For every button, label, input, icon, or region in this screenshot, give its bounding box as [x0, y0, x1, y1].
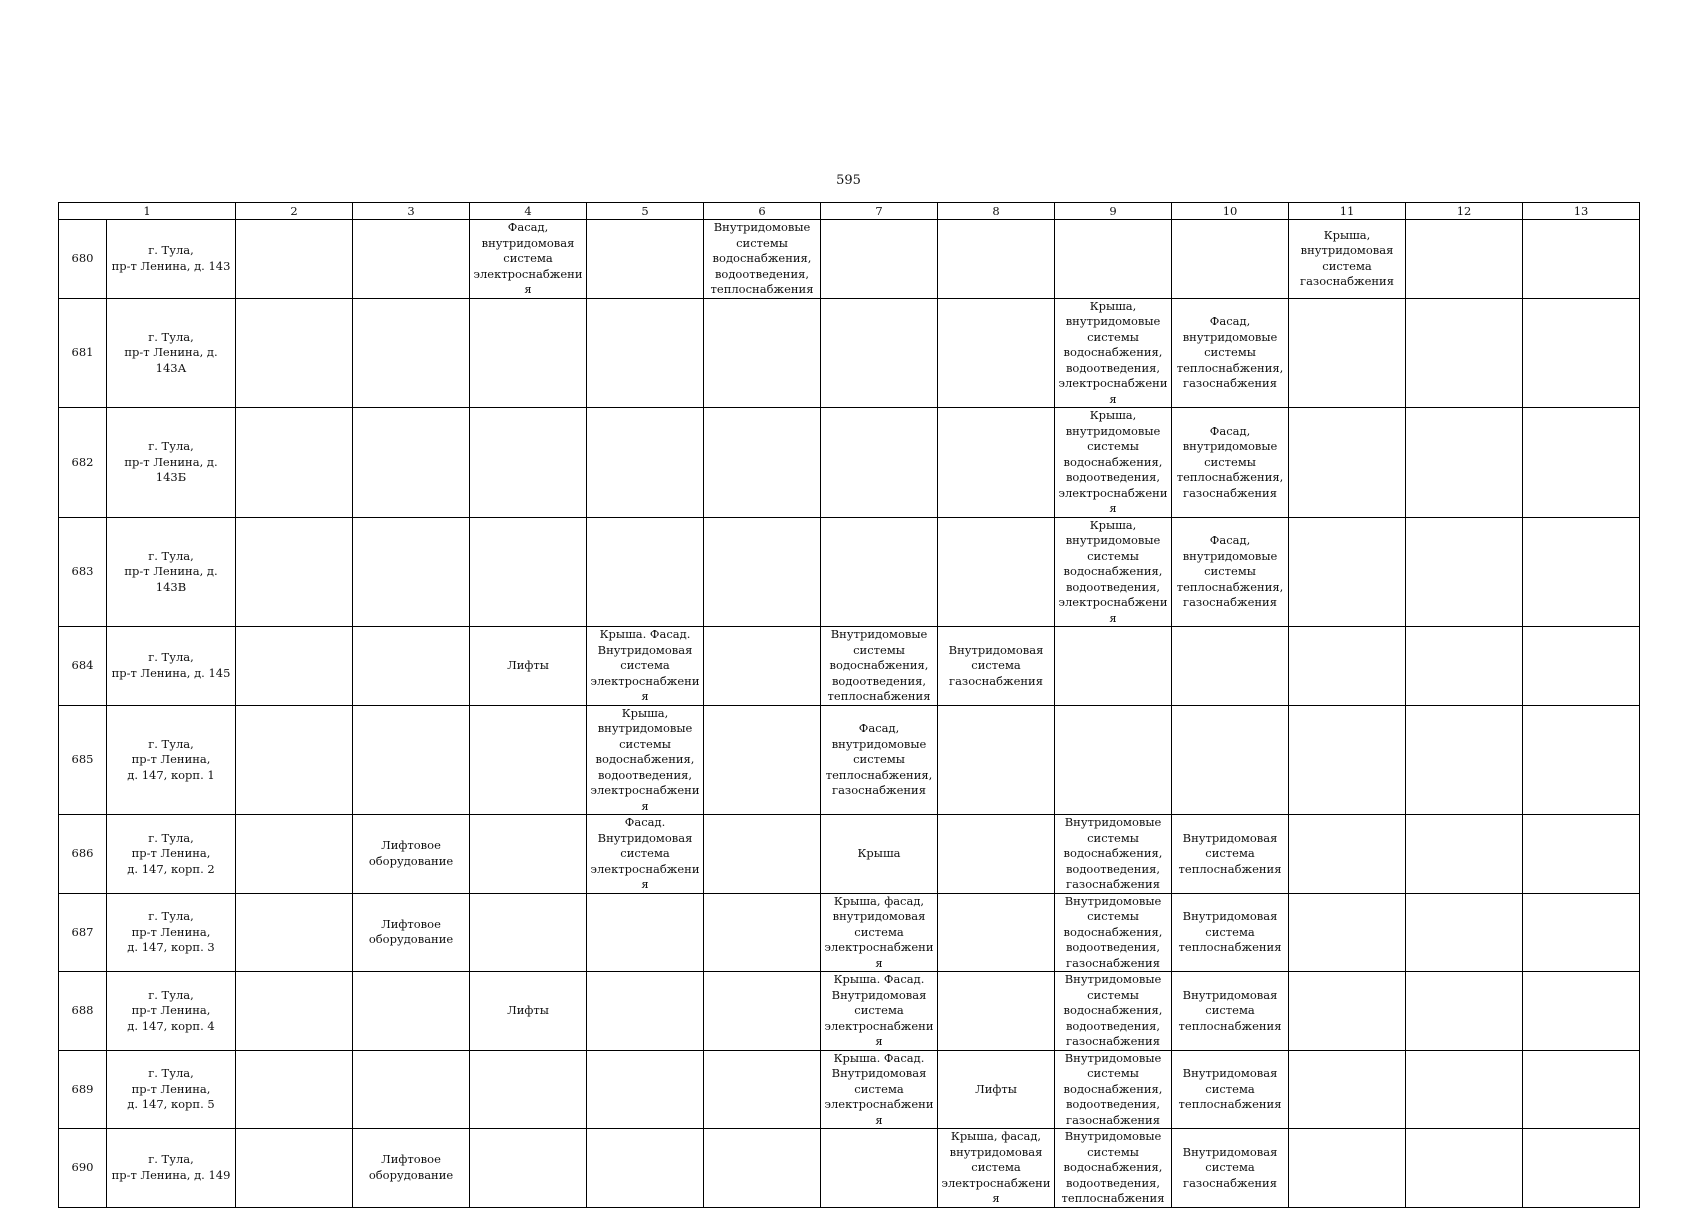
table-body	[59, 220, 1640, 1208]
work-cell-col-6	[704, 517, 821, 627]
work-text: Лифтовое оборудование	[368, 1152, 454, 1182]
work-text: Внутридомовые системы водоснабжения, водоотведения, теплоснабжения	[827, 627, 931, 703]
work-cell-col-9	[1055, 627, 1172, 706]
work-cell-col-8	[938, 408, 1055, 518]
work-cell-col-5	[587, 517, 704, 627]
work-cell-col-5	[587, 1050, 704, 1129]
work-text: Внутридомовые системы водоснабжения, водоотведения, газоснабжения	[1063, 1050, 1163, 1127]
address-text: г. Тула, пр-т Ленина, д. 147, корп. 5	[127, 1066, 215, 1111]
work-cell-col-12	[1406, 627, 1523, 706]
address-text: г. Тула, пр-т Ленина, д. 143В	[124, 548, 218, 594]
work-cell-col-7	[821, 517, 938, 627]
work-cell-col-3	[353, 1129, 470, 1208]
work-cell-col-11	[1289, 972, 1406, 1051]
work-cell-col-6	[704, 893, 821, 972]
work-cell-col-6	[704, 298, 821, 408]
work-cell-col-5	[587, 408, 704, 518]
work-cell-col-4	[470, 220, 587, 299]
work-cell-col-10	[1172, 408, 1289, 518]
column-header: 6	[704, 203, 821, 220]
work-cell-col-3	[353, 815, 470, 894]
table-row	[59, 893, 1640, 972]
work-cell-col-10	[1172, 220, 1289, 299]
column-header: 2	[236, 203, 353, 220]
work-text: Внутридомовые системы водоснабжения, водоотведения, газоснабжения	[1063, 972, 1163, 1048]
work-cell-col-12	[1406, 815, 1523, 894]
work-cell-col-7	[821, 1050, 938, 1129]
work-cell-col-11	[1289, 627, 1406, 706]
table-row	[59, 220, 1640, 299]
row-number: 690	[59, 1129, 107, 1208]
work-cell-col-9	[1055, 298, 1172, 408]
work-cell-col-8	[938, 1129, 1055, 1208]
work-cell-col-3	[353, 298, 470, 408]
column-header: 11	[1289, 203, 1406, 220]
work-text: Фасад, внутридомовая система электроснабжения	[473, 220, 583, 296]
work-text: Крыша, внутридомовые системы водоснабжения, водоотведения, электроснабжения	[1058, 517, 1168, 625]
address-text: г. Тула, пр-т Ленина, д. 143	[111, 243, 231, 273]
column-header: 13	[1523, 203, 1640, 220]
work-cell-col-4	[470, 517, 587, 627]
row-number: 686	[59, 815, 107, 894]
work-cell-col-8	[938, 893, 1055, 972]
work-text: Фасад. Внутридомовая система электроснабжения	[590, 815, 700, 891]
page-number: 595	[836, 173, 861, 188]
work-cell-col-5	[587, 705, 704, 815]
work-cell-col-7	[821, 972, 938, 1051]
work-cell-col-3	[353, 972, 470, 1051]
work-cell-col-2	[236, 627, 353, 706]
work-cell-col-10	[1172, 705, 1289, 815]
address-cell	[107, 815, 236, 894]
work-cell-col-11	[1289, 705, 1406, 815]
work-cell-col-12	[1406, 705, 1523, 815]
work-cell-col-6	[704, 972, 821, 1051]
work-text: Фасад, внутридомовые системы теплоснабжения, газоснабжения	[1176, 533, 1284, 609]
work-cell-col-13	[1523, 298, 1640, 408]
column-header: 10	[1172, 203, 1289, 220]
row-number: 683	[59, 517, 107, 627]
work-cell-col-3	[353, 408, 470, 518]
table-row	[59, 815, 1640, 894]
work-cell-col-11	[1289, 220, 1406, 299]
work-cell-col-2	[236, 972, 353, 1051]
work-cell-col-8	[938, 517, 1055, 627]
work-text: Фасад, внутридомовые системы теплоснабжения, газоснабжения	[1176, 314, 1284, 390]
work-text: Крыша, фасад, внутридомовая система электроснабжения	[824, 893, 934, 970]
address-text: г. Тула, пр-т Ленина, д. 149	[111, 1152, 231, 1182]
row-number: 681	[59, 298, 107, 408]
work-cell-col-2	[236, 893, 353, 972]
address-cell	[107, 705, 236, 815]
header-row	[59, 203, 1640, 220]
work-text: Крыша, фасад, внутридомовая система электроснабжения	[941, 1129, 1051, 1205]
work-cell-col-9	[1055, 815, 1172, 894]
work-text: Крыша	[857, 846, 901, 860]
work-text: Крыша. Фасад. Внутридомовая система электроснабжения	[824, 1050, 934, 1127]
work-cell-col-12	[1406, 893, 1523, 972]
work-cell-col-4	[470, 1050, 587, 1129]
work-cell-col-12	[1406, 298, 1523, 408]
address-text: г. Тула, пр-т Ленина, д. 143Б	[124, 439, 218, 484]
work-cell-col-9	[1055, 972, 1172, 1051]
work-cell-col-13	[1523, 517, 1640, 627]
work-cell-col-9	[1055, 1050, 1172, 1129]
work-cell-col-12	[1406, 1129, 1523, 1208]
work-cell-col-12	[1406, 1050, 1523, 1129]
address-text: г. Тула, пр-т Ленина, д. 145	[111, 650, 231, 680]
work-text: Внутридомовая система газоснабжения	[948, 642, 1044, 688]
work-cell-col-13	[1523, 705, 1640, 815]
work-cell-col-9	[1055, 408, 1172, 518]
column-header: 5	[587, 203, 704, 220]
work-cell-col-3	[353, 705, 470, 815]
work-cell-col-6	[704, 408, 821, 518]
work-cell-col-4	[470, 893, 587, 972]
work-cell-col-2	[236, 298, 353, 408]
work-cell-col-8	[938, 815, 1055, 894]
work-cell-col-11	[1289, 1050, 1406, 1129]
work-cell-col-11	[1289, 517, 1406, 627]
work-cell-col-5	[587, 627, 704, 706]
work-cell-col-7	[821, 815, 938, 894]
work-cell-col-13	[1523, 627, 1640, 706]
work-cell-col-8	[938, 220, 1055, 299]
address-text: г. Тула, пр-т Ленина, д. 147, корп. 4	[127, 987, 215, 1033]
address-cell	[107, 1129, 236, 1208]
work-text: Крыша, внутридомовые системы водоснабжения, водоотведения, электроснабжения	[1058, 298, 1168, 406]
work-cell-col-2	[236, 1050, 353, 1129]
table-row	[59, 1129, 1640, 1208]
table-row	[59, 298, 1640, 408]
repair-schedule-table	[58, 202, 1640, 1208]
address-cell	[107, 972, 236, 1051]
work-cell-col-6	[704, 815, 821, 894]
work-cell-col-3	[353, 1050, 470, 1129]
work-cell-col-12	[1406, 408, 1523, 518]
address-text: г. Тула, пр-т Ленина, д. 147, корп. 3	[127, 909, 215, 954]
work-cell-col-2	[236, 220, 353, 299]
column-header: 8	[938, 203, 1055, 220]
work-cell-col-11	[1289, 1129, 1406, 1208]
address-cell	[107, 893, 236, 972]
column-header: 7	[821, 203, 938, 220]
work-text: Внутридомовая система теплоснабжения	[1178, 830, 1282, 876]
work-text: Внутридомовые системы водоснабжения, водоотведения, теплоснабжения	[710, 220, 814, 296]
work-cell-col-10	[1172, 893, 1289, 972]
work-cell-col-2	[236, 815, 353, 894]
work-cell-col-11	[1289, 298, 1406, 408]
work-cell-col-9	[1055, 220, 1172, 299]
work-cell-col-12	[1406, 517, 1523, 627]
column-header: 1	[59, 203, 236, 220]
work-cell-col-12	[1406, 972, 1523, 1051]
work-cell-col-3	[353, 220, 470, 299]
work-text: Внутридомовые системы водоснабжения, водоотведения, газоснабжения	[1063, 893, 1163, 970]
work-cell-col-5	[587, 220, 704, 299]
work-text: Лифты	[507, 658, 549, 672]
row-number: 680	[59, 220, 107, 299]
work-text: Фасад, внутридомовые системы теплоснабжения, газоснабжения	[1176, 423, 1284, 500]
work-cell-col-13	[1523, 815, 1640, 894]
address-cell	[107, 298, 236, 408]
work-cell-col-9	[1055, 1129, 1172, 1208]
work-cell-col-11	[1289, 408, 1406, 518]
work-cell-col-6	[704, 705, 821, 815]
address-text: г. Тула, пр-т Ленина, д. 147, корп. 2	[127, 830, 215, 876]
table-row	[59, 972, 1640, 1051]
column-header: 3	[353, 203, 470, 220]
work-cell-col-7	[821, 298, 938, 408]
work-cell-col-4	[470, 815, 587, 894]
work-cell-col-11	[1289, 815, 1406, 894]
work-cell-col-2	[236, 1129, 353, 1208]
row-number: 684	[59, 627, 107, 706]
work-cell-col-8	[938, 972, 1055, 1051]
address-cell	[107, 220, 236, 299]
work-text: Внутридомовая система теплоснабжения	[1178, 1066, 1282, 1111]
work-cell-col-3	[353, 893, 470, 972]
work-text: Фасад, внутридомовые системы теплоснабжения, газоснабжения	[825, 721, 933, 797]
address-cell	[107, 408, 236, 518]
work-cell-col-4	[470, 972, 587, 1051]
column-header: 9	[1055, 203, 1172, 220]
work-text: Крыша, внутридомовая система газоснабжения	[1300, 227, 1394, 289]
work-cell-col-3	[353, 517, 470, 627]
work-cell-col-10	[1172, 1129, 1289, 1208]
work-cell-col-8	[938, 298, 1055, 408]
work-text: Крыша, внутридомовые системы водоснабжения, водоотведения, электроснабжения	[1058, 408, 1168, 515]
work-text: Лифты	[975, 1081, 1017, 1096]
work-cell-col-10	[1172, 815, 1289, 894]
work-cell-col-9	[1055, 517, 1172, 627]
table-row	[59, 408, 1640, 518]
work-cell-col-6	[704, 627, 821, 706]
work-cell-col-10	[1172, 517, 1289, 627]
work-cell-col-7	[821, 627, 938, 706]
work-cell-col-10	[1172, 1050, 1289, 1129]
work-text: Лифтовое оборудование	[368, 838, 454, 868]
row-number: 689	[59, 1050, 107, 1129]
work-cell-col-2	[236, 517, 353, 627]
work-cell-col-8	[938, 705, 1055, 815]
address-cell	[107, 517, 236, 627]
work-cell-col-5	[587, 1129, 704, 1208]
work-cell-col-4	[470, 408, 587, 518]
work-cell-col-7	[821, 408, 938, 518]
work-cell-col-3	[353, 627, 470, 706]
work-cell-col-10	[1172, 627, 1289, 706]
work-cell-col-7	[821, 220, 938, 299]
work-cell-col-5	[587, 893, 704, 972]
table-row	[59, 705, 1640, 815]
work-cell-col-13	[1523, 1129, 1640, 1208]
work-cell-col-7	[821, 1129, 938, 1208]
work-cell-col-6	[704, 1129, 821, 1208]
work-cell-col-4	[470, 298, 587, 408]
work-text: Внутридомовые системы водоснабжения, водоотведения, теплоснабжения	[1061, 1129, 1165, 1205]
work-cell-col-5	[587, 972, 704, 1051]
work-cell-col-9	[1055, 705, 1172, 815]
work-text: Крыша. Фасад. Внутридомовая система электроснабжения	[824, 972, 934, 1048]
column-header: 4	[470, 203, 587, 220]
work-text: Крыша, внутридомовые системы водоснабжения, водоотведения, электроснабжения	[590, 705, 700, 813]
work-text: Лифтовое оборудование	[368, 916, 454, 947]
work-cell-col-6	[704, 1050, 821, 1129]
work-cell-col-5	[587, 815, 704, 894]
row-number: 685	[59, 705, 107, 815]
work-text: Внутридомовые системы водоснабжения, водоотведения, газоснабжения	[1063, 815, 1163, 891]
work-cell-col-10	[1172, 972, 1289, 1051]
work-text: Внутридомовая система газоснабжения	[1182, 1144, 1278, 1190]
work-cell-col-10	[1172, 298, 1289, 408]
row-number: 688	[59, 972, 107, 1051]
column-header: 12	[1406, 203, 1523, 220]
work-cell-col-13	[1523, 893, 1640, 972]
work-cell-col-13	[1523, 220, 1640, 299]
work-cell-col-4	[470, 705, 587, 815]
work-cell-col-4	[470, 627, 587, 706]
work-cell-col-9	[1055, 893, 1172, 972]
work-text: Крыша. Фасад. Внутридомовая система электроснабжения	[590, 627, 700, 703]
work-cell-col-8	[938, 627, 1055, 706]
row-number: 682	[59, 408, 107, 518]
work-cell-col-5	[587, 298, 704, 408]
work-cell-col-11	[1289, 893, 1406, 972]
work-cell-col-13	[1523, 408, 1640, 518]
work-text: Лифты	[507, 1003, 549, 1017]
work-cell-col-2	[236, 408, 353, 518]
work-cell-col-8	[938, 1050, 1055, 1129]
address-text: г. Тула, пр-т Ленина, д. 147, корп. 1	[127, 736, 215, 782]
work-cell-col-2	[236, 705, 353, 815]
table-row	[59, 1050, 1640, 1129]
address-cell	[107, 627, 236, 706]
work-cell-col-4	[470, 1129, 587, 1208]
table-row	[59, 517, 1640, 627]
work-text: Внутридомовая система теплоснабжения	[1178, 987, 1282, 1033]
work-cell-col-6	[704, 220, 821, 299]
work-cell-col-7	[821, 893, 938, 972]
work-text: Внутридомовая система теплоснабжения	[1178, 909, 1282, 954]
row-number: 687	[59, 893, 107, 972]
work-cell-col-7	[821, 705, 938, 815]
work-cell-col-13	[1523, 1050, 1640, 1129]
table-row	[59, 627, 1640, 706]
work-cell-col-12	[1406, 220, 1523, 299]
work-cell-col-13	[1523, 972, 1640, 1051]
address-cell	[107, 1050, 236, 1129]
address-text: г. Тула, пр-т Ленина, д. 143А	[124, 329, 218, 375]
